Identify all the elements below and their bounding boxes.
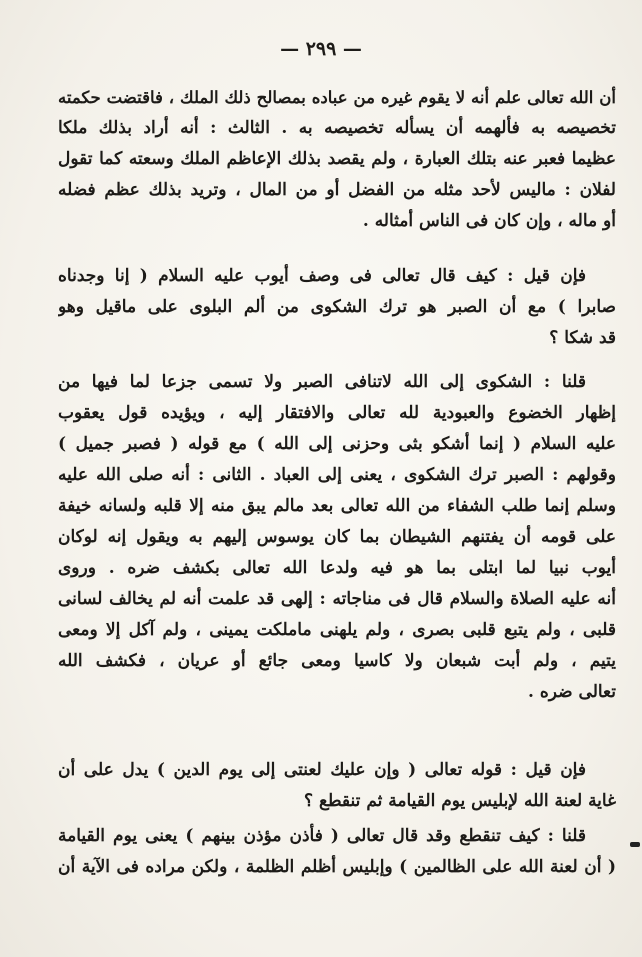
text-line: عظيما فعبر عنه بتلك العبارة ، ولم يقصد بذلك الإعاظم الملك وسعته كما تقول bbox=[58, 149, 616, 169]
text-line: أيوب نبيا لما ابتلى بما هو فيه ولدعا الله تعالى بكشف ضره . وروى bbox=[58, 558, 616, 578]
text-line: قلنا : كيف تنقطع وقد قال تعالى ( فأذن مؤذن بينهم ) يعنى يوم القيامة bbox=[58, 826, 586, 846]
text-line: فإن قيل : كيف قال تعالى فى وصف أيوب عليه السلام ( إنا وجدناه bbox=[58, 266, 586, 286]
text-line: تعالى ضره . bbox=[528, 682, 616, 702]
text-line: تخصيصه به فألهمه أن يسأله تخصيصه به . الثالث : أنه أراد بذلك ملكا bbox=[58, 118, 616, 138]
text-line: قد شكا ؟ bbox=[549, 328, 616, 348]
paragraph-1 bbox=[58, 82, 616, 237]
text-line: قلنا : الشكوى إلى الله لاتنافى الصبر ولا تسمى جزعا لما فيها من bbox=[58, 372, 586, 392]
paragraph-5 bbox=[58, 821, 616, 883]
text-line: عليه السلام ( إنما أشكو بثى وحزنى إلى الله ) مع قوله ( فصبر جميل ) bbox=[58, 434, 616, 454]
page-number: — ٢٩٩ — bbox=[280, 38, 362, 60]
text-line: أو ماله ، وإن كان فى الناس أمثاله . bbox=[362, 211, 616, 231]
scan-edge-mark bbox=[630, 842, 640, 847]
text-line: فإن قيل : قوله تعالى ( وإن عليك لعنتى إلى يوم الدين ) يدل على أن bbox=[58, 760, 586, 780]
text-line: صابرا ) مع أن الصبر هو ترك الشكوى من ألم البلوى على ماقيل وهو bbox=[58, 297, 616, 317]
text-line: أن الله تعالى علم أنه لا يقوم غيره من عباده بمصالح ذلك الملك ، فاقتضت حكمته bbox=[58, 88, 616, 107]
text-line: غاية لعنة الله لإبليس يوم القيامة ثم تنقطع ؟ bbox=[304, 791, 616, 811]
paragraph-2 bbox=[58, 261, 616, 354]
text-line: إظهار الخضوع والعبودية لله تعالى والافتقار إليه ، ويؤيده قول يعقوب bbox=[58, 403, 616, 423]
paragraph-3 bbox=[58, 367, 616, 708]
text-line: أنه عليه الصلاة والسلام قال فى مناجاته : إلهى قد علمت أنه لم يخالف لسانى bbox=[58, 589, 616, 609]
text-line: ( أن لعنة الله على الظالمين ) وإبليس أظلم الظلمة ، ولكن مراده فى الآية أن bbox=[58, 857, 616, 877]
paragraph-4 bbox=[58, 755, 616, 817]
text-line: وقولهم : الصبر ترك الشكوى ، يعنى إلى العباد . الثانى : أنه صلى الله عليه bbox=[58, 465, 616, 485]
text-line: وسلم إنما طلب الشفاء من الله تعالى بعد مالم يبق منه إلا قلبه ولسانه خيفة bbox=[58, 496, 616, 516]
text-line: يتيم ، ولم أبت شبعان ولا كاسيا ومعى جائع أو عريان ، فكشف الله bbox=[58, 651, 616, 671]
text-line: لفلان : ماليس لأحد مثله من الفضل أو من المال ، وتريد بذلك عظم فضله bbox=[58, 180, 616, 200]
text-line: على قومه أن يفتنهم الشيطان بما كان يوسوس إليهم به ويقول إنه لوكان bbox=[58, 527, 616, 547]
text-line: قلبى ، ولم يتبع قلبى بصرى ، ولم يلهنى ماملكت يمينى ، ولم آكل إلا ومعى bbox=[58, 620, 616, 640]
